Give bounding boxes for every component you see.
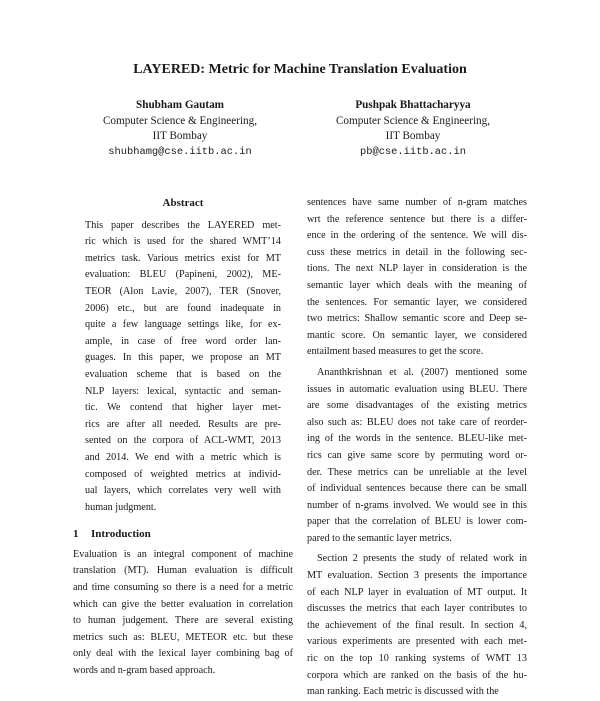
text-line: composed of weighted metrics at individ- xyxy=(85,468,281,480)
author-institution: IIT Bombay xyxy=(385,130,441,142)
text-line: tic. We contend that higher layer met- xyxy=(85,402,281,414)
text-line: This paper describes the LAYERED met- xyxy=(85,219,281,231)
author-name: Pushpak Bhattacharyya xyxy=(355,99,471,111)
text-line: wrt the reference sentence but there is a differ- xyxy=(307,213,527,225)
section-title: Introduction xyxy=(91,528,151,541)
text-line: ric which is used for the shared WMT’14 xyxy=(85,236,281,248)
text-line: the achievement of the final result. In section 4, xyxy=(307,619,527,631)
section-number: 1 xyxy=(73,528,79,541)
text-line: NLP layers: lexical, syntactic and seman- xyxy=(85,385,281,397)
author-department: Computer Science & Engineering, xyxy=(335,114,491,127)
text-line: semantic layer which deals with the meaning of xyxy=(307,279,527,291)
text-line: rics are after all needed. Results are pre- xyxy=(85,418,281,430)
author-block-2 xyxy=(293,98,533,160)
text-line: ric on the top 10 ranking systems of WMT 13 xyxy=(307,653,527,665)
abstract-heading: Abstract xyxy=(162,197,204,209)
author-name: Shubham Gautam xyxy=(136,99,224,111)
text-line: cuss these metrics in detail in the following sec- xyxy=(307,246,527,258)
text-line: man ranking. Each metric is discussed with the xyxy=(307,686,499,698)
author-institution: IIT Bombay xyxy=(152,130,208,142)
author-email: pb@cse.iitb.ac.in xyxy=(359,145,466,158)
text-line: two metrics: Shallow semantic score and Deep se- xyxy=(307,313,527,325)
text-line: Ananthkrishnan et al. (2007) mentioned some xyxy=(317,366,527,378)
text-line: mantic score. On semantic layer, we considered xyxy=(307,329,527,341)
text-line: evaluation scheme that is based on the xyxy=(85,368,281,380)
text-line: sented on the corpora of ACL-WMT, 2013 xyxy=(85,435,281,447)
text-line: which can give the better evaluation in correlation xyxy=(73,598,293,610)
text-line: issues in automatic evaluation using BLEU. There xyxy=(307,383,527,395)
text-line: der. These metrics can be unreliable at the level xyxy=(307,466,527,478)
text-line: pared to the semantic layer metrics. xyxy=(307,532,452,544)
text-line: translation (MT). Human evaluation is difficult xyxy=(73,565,293,577)
text-line: the sentences. For semantic layer, we considered xyxy=(307,296,527,308)
text-line: ample, in case of free word order lan- xyxy=(85,335,281,347)
text-line: metrics task. Various metrics exist for MT xyxy=(85,252,281,264)
text-line: words and n-gram based approach. xyxy=(73,665,216,677)
text-line: of each NLP layer in evaluation of MT output. It xyxy=(307,586,527,598)
text-line: evaluation: BLEU (Papineni, 2002), ME- xyxy=(85,269,281,281)
text-line: guages. In this paper, we propose an MT xyxy=(85,352,281,364)
text-line: number of n-grams involved. We would see in this xyxy=(307,499,527,511)
abstract-body xyxy=(73,218,293,517)
paragraph xyxy=(307,195,527,361)
text-line: only deal with the lexical layer combining bag of xyxy=(73,648,293,660)
text-line: metrics such as: BLEU, METEOR etc. but these xyxy=(73,631,293,643)
author-email: shubhamg@cse.iitb.ac.in xyxy=(108,145,252,158)
left-column xyxy=(73,195,293,680)
author-block-1 xyxy=(60,98,300,160)
text-line: tions. The next NLP layer in consideration is the xyxy=(307,263,527,275)
intro-body xyxy=(73,547,293,680)
paragraph xyxy=(307,365,527,548)
text-line: of individual sentences because there can be small xyxy=(307,483,527,495)
text-line: entailment based measures to get the score. xyxy=(307,346,484,358)
text-line: quite a few language settings like, for ex- xyxy=(85,319,281,331)
text-line: also such as: BLEU does not take care of reorder- xyxy=(307,416,527,428)
right-column xyxy=(307,195,527,701)
text-line: Section 2 presents the study of related work in xyxy=(317,553,527,565)
text-line: and time consuming so there is a need for a metric xyxy=(73,582,293,594)
paper-title: LAYERED: Metric for Machine Translation Evaluation xyxy=(133,62,467,77)
paragraph xyxy=(307,551,527,700)
text-line: and 2014. We end with a metric which is xyxy=(85,451,281,463)
text-line: paper that the correlation of BLEU is lower com- xyxy=(307,516,527,528)
text-line: rics can give same score by permuting word or- xyxy=(307,449,527,461)
text-line: ual layers, which correlates very well with xyxy=(85,485,281,497)
text-line: 2006) etc., but are found inadequate in xyxy=(85,302,281,314)
text-line: TEOR (Alon Lavie, 2007), TER (Snover, xyxy=(85,285,281,297)
text-line: to human judgement. There are several existing xyxy=(73,615,293,627)
text-line: MT evaluation. Section 3 presents the importance xyxy=(307,570,527,582)
text-line: sentences have same number of n-gram matches xyxy=(307,197,527,208)
author-department: Computer Science & Engineering, xyxy=(102,114,258,127)
text-line: ing of the words in the sentence. BLEU-like met- xyxy=(307,433,527,445)
text-line: various experiments are presented with each met- xyxy=(307,636,527,648)
text-line: Evaluation is an integral component of machine xyxy=(73,548,293,560)
intro-heading xyxy=(73,526,293,543)
text-line: corpora which are ranked on the basis of the hu- xyxy=(307,669,527,681)
text-line: human judgment. xyxy=(85,501,157,513)
text-line: discusses the metrics that each layer contributes to xyxy=(307,603,527,615)
text-line: are some disadvantages of the existing metrics xyxy=(307,400,527,412)
text-line: ence in the ordering of the sentence. We will dis- xyxy=(307,230,527,242)
